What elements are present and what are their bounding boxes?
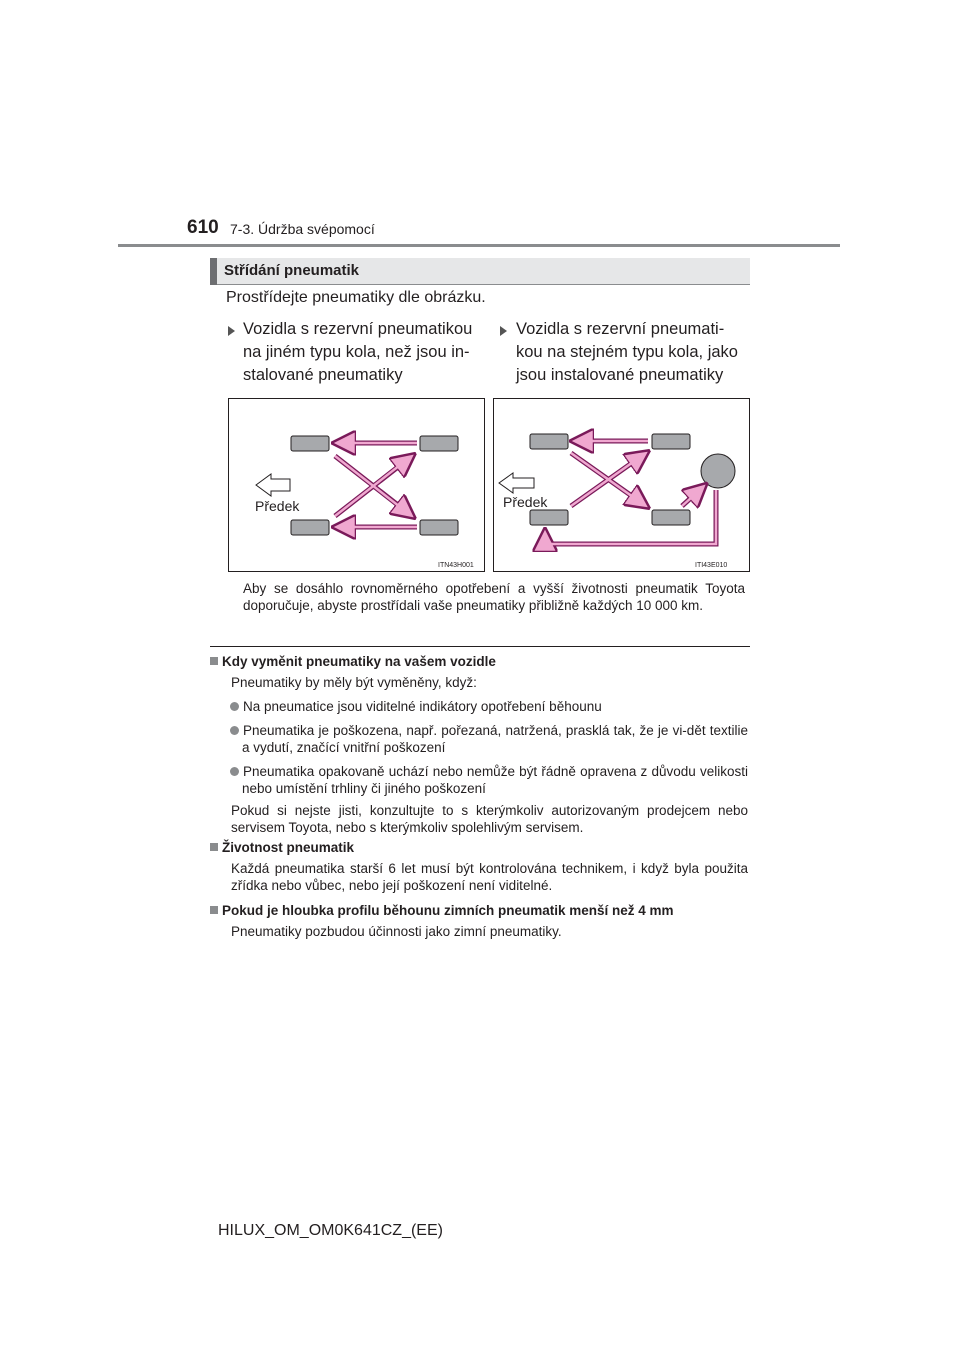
section-heading: Kdy vyměnit pneumatiky na vašem vozidle	[210, 653, 748, 670]
list-item: Pneumatika opakovaně uchází nebo nemůže být řádně opravena z důvodu velikosti nebo umístění trhliny či jiného poškození	[210, 763, 748, 797]
section-heading: Pokud je hloubka profilu běhounu zimních pneumatik menší než 4 mm	[210, 902, 748, 919]
page-title: Střídání pneumatik	[224, 262, 360, 279]
section-body: Pneumatiky pozbudou účinnosti jako zimní pneumatiky.	[231, 924, 562, 939]
tire-rear-right	[652, 510, 690, 525]
tire-rear-right	[420, 520, 458, 535]
intro-text: Prostřídejte pneumatiky dle obrázku.	[226, 289, 486, 306]
caption-left	[243, 318, 472, 387]
tire-front-right	[291, 520, 329, 535]
list-item: Na pneumatice jsou viditelné indikátory opotřebení běhounu	[210, 698, 748, 715]
square-bullet-icon	[210, 657, 218, 665]
caption-right-line: Vozidla s rezervní pneumati-	[516, 320, 725, 338]
section-winter	[210, 902, 748, 940]
figure-code: ITI43E010	[695, 562, 728, 569]
caption-right-line: kou na stejném typu kola, jako	[516, 343, 738, 361]
tire-rotation-diagram	[228, 398, 750, 572]
divider	[210, 646, 750, 647]
front-label: Předek	[503, 494, 548, 510]
tire-front-left	[530, 434, 568, 449]
caption-right	[516, 318, 738, 387]
list-item: Pneumatika je poškozena, např. pořezaná, natržená, prasklá tak, že je vi-dět textilie a vydutí, značící vnitřní poškození	[210, 722, 748, 756]
caption-left-line: na jiném typu kola, než jsou in-	[243, 343, 470, 361]
tire-rear-left	[420, 436, 458, 451]
section-body: Každá pneumatika starší 6 let musí být kontrolována technikem, i když byla použita zřídka nebo vůbec, nebo její poškození není viditelné.	[231, 861, 748, 893]
page-number: 610	[187, 217, 219, 238]
caption-right-line: jsou instalované pneumatiky	[516, 366, 724, 384]
caption-left-line: Vozidla s rezervní pneumatikou	[243, 320, 473, 338]
front-label: Předek	[255, 498, 300, 514]
header-rule	[118, 244, 840, 247]
circle-bullet-icon	[230, 726, 239, 735]
spare-tire	[701, 454, 735, 488]
rotation-note: Aby se dosáhlo rovnoměrného opotřebení a vyšší životnosti pneumatik Toyota doporučuje, abyste prostřídali vaše pneumatiky přibližně každých 10 000 km.	[243, 581, 745, 613]
section-heading: Životnost pneumatik	[210, 839, 748, 856]
section-title: 7-3. Údržba svépomocí	[230, 221, 375, 237]
section-replace	[210, 653, 748, 836]
figure-code: ITN43H001	[438, 562, 474, 569]
section-closing: Pokud si nejste jisti, konzultujte to s kterýmkoliv autorizovaným prodejcem nebo servisem Toyota, nebo s kterýmkoliv spolehlivým servisem.	[231, 803, 748, 835]
caption-marker-icon	[500, 326, 507, 336]
section-lead: Pneumatiky by měly být vyměněny, když:	[231, 675, 477, 690]
caption-marker-icon	[228, 326, 235, 336]
title-marker	[210, 258, 217, 285]
square-bullet-icon	[210, 906, 218, 914]
tire-front-left	[291, 436, 329, 451]
tire-front-right	[530, 510, 568, 525]
section-tire-life	[210, 839, 748, 894]
caption-left-line: stalované pneumatiky	[243, 366, 403, 384]
square-bullet-icon	[210, 843, 218, 851]
circle-bullet-icon	[230, 702, 239, 711]
circle-bullet-icon	[230, 767, 239, 776]
footer-code: HILUX_OM_OM0K641CZ_(EE)	[218, 1222, 443, 1239]
tire-rear-left	[652, 434, 690, 449]
